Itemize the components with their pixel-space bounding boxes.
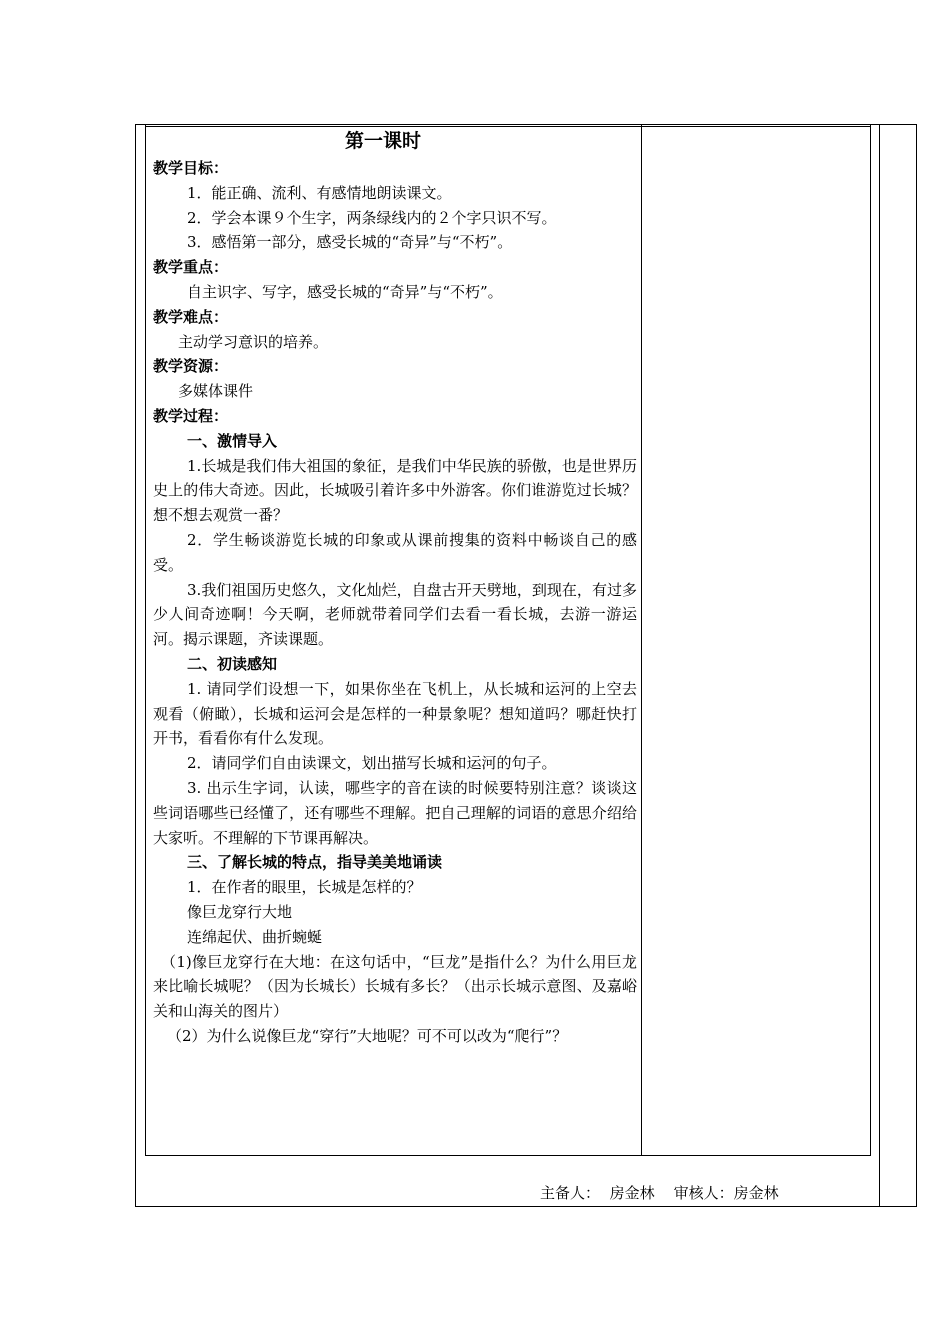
section-1-paragraph-1: 1.长城是我们伟大祖国的象征，是我们中华民族的骄傲，也是世界历史上的伟大奇迹。因此，长城吸引着许多中外游客。你们谁游览过长城？想不想去观赏一番？ xyxy=(153,456,637,525)
objective-item-2: 2．学会本课９个生字，两条绿线内的２个字只识不写。 xyxy=(187,208,557,227)
reviewer-label: 审核人： xyxy=(673,1184,734,1202)
reviewer-name: 房金林 xyxy=(733,1184,779,1202)
section-3-answer-2: 连绵起伏、曲折蜿蜒 xyxy=(187,927,323,946)
footer-signatures xyxy=(540,1182,779,1203)
objectives-heading: 教学目标： xyxy=(153,159,229,177)
key-points-heading: 教学重点： xyxy=(153,258,229,277)
section-2-paragraph-1: 1. 请同学们设想一下，如果你坐在飞机上，从长城和运河的上空去观看（俯瞰），长城和运河会是怎样的一种景象呢？想知道吗？哪赶快打开书，看看你有什么发现。 xyxy=(153,679,637,748)
resources-heading: 教学资源： xyxy=(153,357,229,376)
preparer-label: 主备人： xyxy=(540,1184,601,1202)
lesson-plan-content xyxy=(153,126,637,1049)
section-1-title: 一、激情导入 xyxy=(187,431,278,450)
inner-bottom-border xyxy=(145,1155,871,1156)
section-3-title: 三、了解长城的特点，指导美美地诵读 xyxy=(187,853,443,872)
resources-text: 多媒体课件 xyxy=(178,382,254,401)
outer-bottom-border xyxy=(135,1206,917,1207)
lesson-title: 第一课时 xyxy=(344,130,421,152)
section-2-paragraph-2: 2．请同学们自由读课文，划出描写长城和运河的句子。 xyxy=(187,754,557,773)
far-right-border xyxy=(916,124,917,1207)
difficulties-heading: 教学难点： xyxy=(153,307,229,326)
outer-right-border xyxy=(879,124,880,1207)
outer-top-border xyxy=(135,124,916,125)
section-3-paragraph-1: （1)像巨龙穿行在大地：在这句话中，“巨龙”是指什么？为什么用巨龙来比喻长城呢？（因为长城长）长城有多长？（出示长城示意图、及嘉峪关和山海关的图片） xyxy=(153,952,637,1021)
column-divider xyxy=(641,124,642,1155)
section-3-question-1: 1．在作者的眼里，长城是怎样的？ xyxy=(187,878,422,897)
section-1-paragraph-2: 2．学生畅谈游览长城的印象或从课前搜集的资料中畅谈自己的感受。 xyxy=(153,530,637,574)
difficulties-text: 主动学习意识的培养。 xyxy=(178,332,329,351)
key-points-text: 自主识字、写字，感受长城的“奇异”与“不朽”。 xyxy=(187,282,503,301)
objective-item-3: 3．感悟第一部分，感受长城的“奇异”与“不朽”。 xyxy=(187,233,513,252)
section-2-title: 二、初读感知 xyxy=(187,654,278,673)
objective-item-1: 1．能正确、流利、有感情地朗读课文。 xyxy=(187,183,452,202)
section-2-paragraph-3: 3. 出示生字词，认读，哪些字的音在读的时候要特别注意？谈谈这些词语哪些已经懂了，还有哪些不理解。把自己理解的词语的意思介绍给大家听。不理解的下节课再解决。 xyxy=(153,778,637,847)
section-1-paragraph-3: 3.我们祖国历史悠久，文化灿烂，自盘古开天劈地，到现在，有过多少人间奇迹啊！今天啊，老师就带着同学们去看一看长城，去游一游运河。揭示课题，齐读课题。 xyxy=(153,580,637,649)
inner-left-border xyxy=(145,124,146,1155)
process-heading: 教学过程： xyxy=(153,406,229,425)
section-3-paragraph-2: （2）为什么说像巨龙“穿行”大地呢？可不可以改为“爬行”？ xyxy=(167,1026,568,1045)
section-3-answer-1: 像巨龙穿行大地 xyxy=(187,902,293,921)
preparer-name: 房金林 xyxy=(609,1184,655,1202)
outer-left-border xyxy=(135,124,136,1207)
inner-right-border xyxy=(870,124,871,1155)
